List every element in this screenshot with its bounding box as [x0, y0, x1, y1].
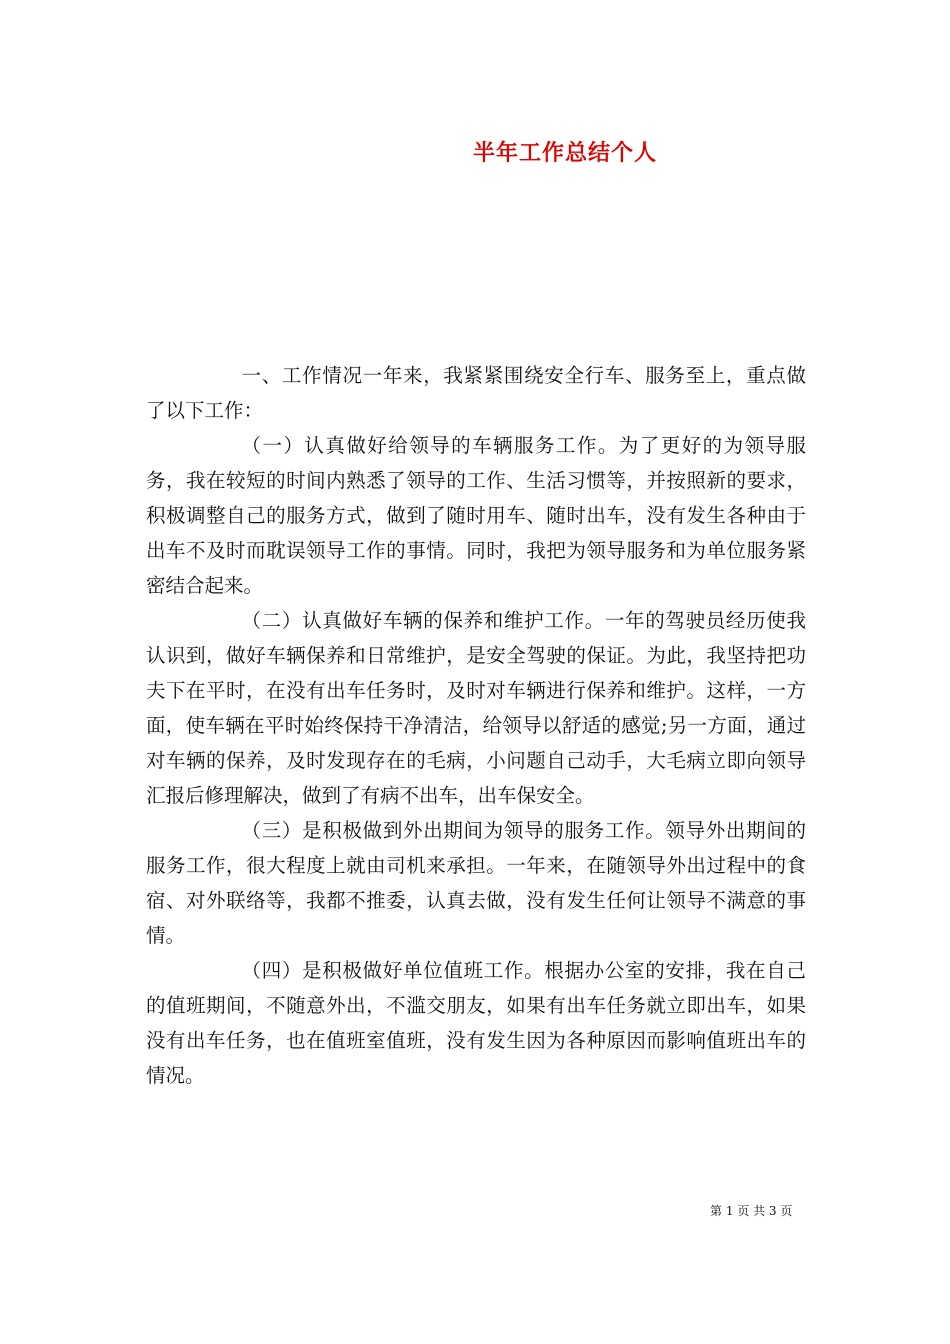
paragraph-vehicle-maintenance: （二）认真做好车辆的保养和维护工作。一年的驾驶员经历使我认识到，做好车辆保养和日常维护，是安全驾驶的保证。为此，我坚持把功夫下在平时，在没有出车任务时，及时对车辆进行保养和维护。这样，一方面，使车辆在平时始终保持干净清洁，给领导以舒适的感觉;另一方面，通过对车辆的保养，及时发现存在的毛病，小问题自己动手，大毛病立即向领导汇报后修理解决，做到了有病不出车，出车保安全。	[146, 609, 806, 807]
paragraph-leader-vehicle-service: （一）认真做好给领导的车辆服务工作。为了更好的为领导服务，我在较短的时间内熟悉了领导的工作、生活习惯等，并按照新的要求，积极调整自己的服务方式，做到了随时用车、随时出车，没有发生各种由于出车不及时而耽误领导工作的事情。同时，我把为领导服务和为单位服务紧密结合起来。	[146, 434, 806, 597]
page-number: 第 1 页 共 3 页	[710, 1204, 793, 1218]
paragraph-duty-work: （四）是积极做好单位值班工作。根据办公室的安排，我在自己的值班期间，不随意外出，不滥交朋友，如果有出车任务就立即出车，如果没有出车任务，也在值班室值班，没有发生因为各种原因而影响值班出车的情况。	[146, 959, 806, 1087]
paragraph-work-overview: 一、工作情况一年来，我紧紧围绕安全行车、服务至上，重点做了以下工作：	[146, 364, 806, 422]
paragraph-travel-service: （三）是积极做到外出期间为领导的服务工作。领导外出期间的服务工作，很大程度上就由司机来承担。一年来，在随领导外出过程中的食宿、对外联络等，我都不推委，认真去做，没有发生任何让领导不满意的事情。	[146, 819, 806, 947]
document-body	[146, 358, 806, 1093]
document-title: 半年工作总结个人	[472, 140, 657, 166]
